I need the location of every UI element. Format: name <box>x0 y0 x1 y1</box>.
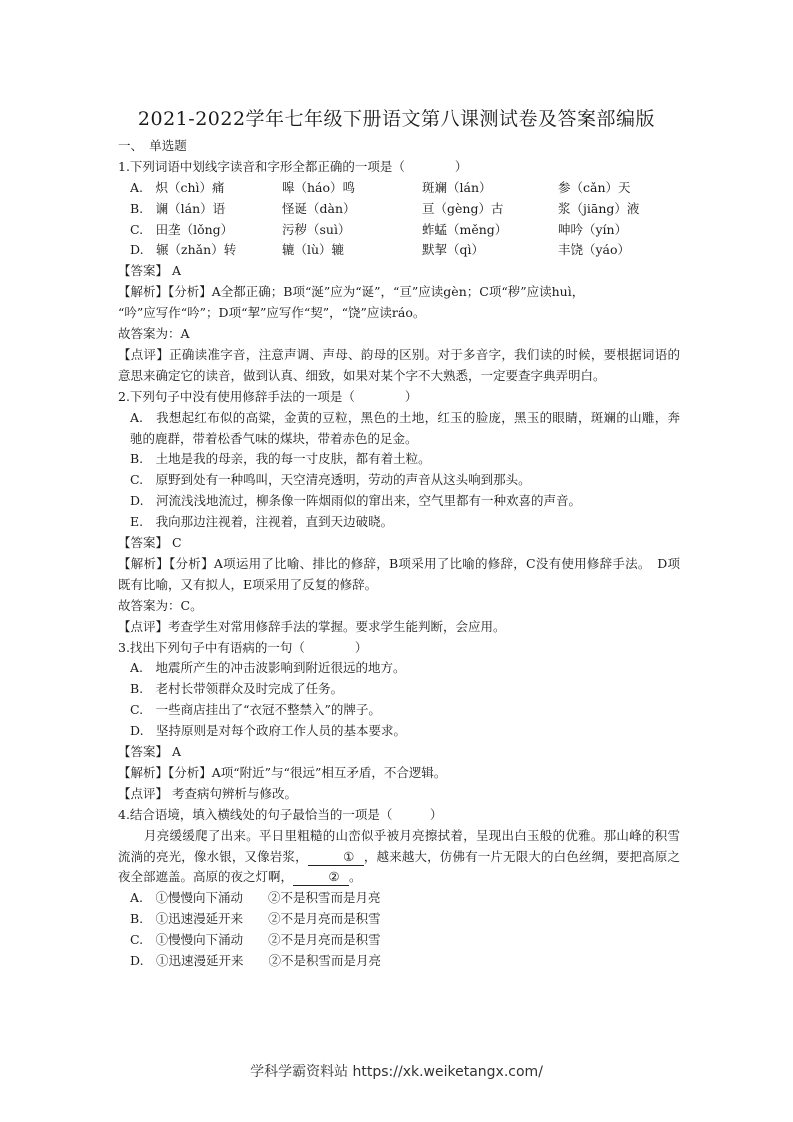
q3-option-b: B. 老村长带领群众及时完成了任务。 <box>130 681 344 697</box>
q4-blank-1: ① <box>308 849 364 866</box>
q1-c-1: C. 田垄（lǒng） <box>130 221 234 237</box>
q1-option-c <box>118 220 680 241</box>
q2-option-a: A. 我想起红布似的高粱，金黄的豆粒，黑色的土地，红玉的脸庞，黑玉的眼睛，斑斓的山雕，奔驰的鹿群，带着松香气味的煤块，带着赤色的足金。 <box>130 409 680 446</box>
q1-d-1: D. 辗（zhǎn）转 <box>130 242 237 258</box>
q4-stem: 4.结合语境，填入横线处的句子最恰当的一项是（ ） <box>118 806 443 822</box>
q4-option-c: C. ①慢慢向下涌动 ②不是月亮而是积雪 <box>130 932 381 948</box>
q3-analysis: 【解析】【分析】A项“附近”与“很远”相互矛盾，不合逻辑。 <box>118 764 447 780</box>
q1-comment: 【点评】正确读准字音，注意声调、声母、韵母的区别。对于多音字，我们读的时候，要根据词语的意思来确定它的读音，做到认真、细致，如果对某个字不大熟悉，一定要查字典弄明白。 <box>118 346 680 383</box>
q2-option-d: D. 河流浅浅地流过，柳条像一阵烟雨似的窜出来，空气里都有一种欢喜的声音。 <box>130 493 582 509</box>
q2-stem: 2.下列句子中没有使用修辞手法的一项是（ ） <box>118 388 418 404</box>
q3-option-c: C. 一些商店挂出了“衣冠不整禁入”的牌子。 <box>130 702 381 718</box>
q1-b-3: 亘（gèng）古 <box>422 200 504 216</box>
q4-option-b: B. ①迅速漫延开来 ②不是月亮而是积雪 <box>130 911 381 927</box>
q1-analysis-line2: “吟”应写作“吟”；D项“挈”应写作“契”，“饶”应读ráo。 <box>118 305 426 321</box>
q2-analysis: 【解析】【分析】A项运用了比喻、排比的修辞，B项采用了比喻的修辞，C没有使用修辞手法。 D项既有比喻，又有拟人，E项采用了反复的修辞。 <box>118 555 680 592</box>
q1-conclusion: 故答案为：A <box>118 326 190 342</box>
q2-comment: 【点评】考查学生对常用修辞手法的掌握。要求学生能判断，会应用。 <box>118 618 506 634</box>
q1-b-1: B. 谰（lán）语 <box>130 200 226 216</box>
q1-b-2: 怪诞（dàn） <box>282 200 356 216</box>
q2-conclusion: 故答案为：C。 <box>118 597 203 613</box>
q1-c-2: 污秽（suì） <box>282 221 351 237</box>
q3-option-d: D. 坚持原则是对每个政府工作人员的基本要求。 <box>130 723 407 739</box>
footer-watermark: 学科学霸资料站 https://xk.weiketangx.com/ <box>250 1064 543 1080</box>
q1-c-3: 蚱蜢（měng） <box>422 221 508 237</box>
document-body <box>118 136 680 972</box>
q1-b-4: 浆（jiāng）液 <box>558 200 640 216</box>
q1-option-d <box>118 240 680 261</box>
q2-option-b: B. 土地是我的母亲，我的每一寸皮肤，都有着土粒。 <box>130 451 431 467</box>
q1-d-3: 默挈（qì） <box>422 242 484 258</box>
q1-c-4: 呻吟（yín） <box>558 221 628 237</box>
q1-a-2: 嗥（háo）鸣 <box>282 179 356 195</box>
q4-passage-part2: ，越来越大，仿佛有一片无限大的白色丝绸，要把高原之夜全部遮盖。高原的夜之灯啊， <box>118 848 680 885</box>
q1-answer: 【答案】 A <box>118 263 182 279</box>
q1-stem: 1.下列词语中划线字读音和字形全都正确的一项是（ ） <box>118 158 468 174</box>
q3-comment: 【点评】 考查病句辨析与修改。 <box>118 785 297 801</box>
q1-d-4: 丰饶（yáo） <box>558 242 631 258</box>
q4-passage <box>118 826 680 889</box>
q4-option-a: A. ①慢慢向下涌动 ②不是积雪而是月亮 <box>130 890 381 906</box>
q3-answer: 【答案】 A <box>118 744 182 760</box>
q4-blank-2: ② <box>293 869 349 886</box>
q4-passage-part1: 月亮缓缓爬了出来。平日里粗糙的山峦似乎被月亮擦拭着，呈现出白玉般的优雅。那山峰的积雪流淌的亮光，像水银，又像岩浆， <box>118 827 680 864</box>
section-heading: 一、 单选题 <box>118 138 187 153</box>
q2-option-e: E. 我向那边注视着，注视着，直到天边破晓。 <box>130 514 394 530</box>
q1-d-2: 辘（lù）辘 <box>282 242 345 258</box>
q4-passage-part3: 。 <box>349 869 362 885</box>
q2-option-c: C. 原野到处有一种鸣叫，天空清亮透明，劳动的声音从这头响到那头。 <box>130 472 531 488</box>
q2-answer: 【答案】 C <box>118 535 182 551</box>
q1-a-3: 斑斓（lán） <box>422 179 492 195</box>
q1-a-4: 参（cǎn）天 <box>558 179 631 195</box>
q4-option-d: D. ①迅速漫延开来 ②不是积雪而是月亮 <box>130 953 382 969</box>
q1-option-a <box>118 178 680 199</box>
q1-analysis-line1: 【解析】【分析】A全都正确；B项“涎”应为“诞”，“亘”应读gèn；C项“秽”应读huì， <box>118 284 585 300</box>
page-title: 2021-2022学年七年级下册语文第八课测试卷及答案部编版 <box>137 108 656 130</box>
q3-option-a: A. 地震所产生的冲击波影响到附近很远的地方。 <box>130 660 406 676</box>
q1-a-1: A. 炽（chì）痛 <box>130 179 225 195</box>
q1-option-b <box>118 199 680 220</box>
q3-stem: 3.找出下列句子中有语病的一句（ ） <box>118 639 368 655</box>
